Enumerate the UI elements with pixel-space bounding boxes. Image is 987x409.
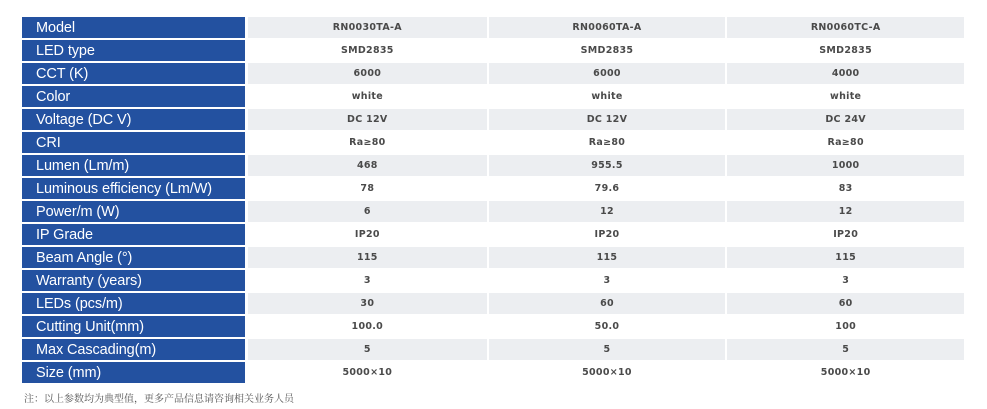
row-label: Lumen (Lm/m) <box>22 155 248 178</box>
row-label: Cutting Unit(mm) <box>22 316 248 339</box>
row-label: LEDs (pcs/m) <box>22 293 248 316</box>
row-label: Luminous efficiency (Lm/W) <box>22 178 248 201</box>
table-row <box>22 178 964 201</box>
row-label: LED type <box>22 40 248 63</box>
table-cell: Ra≥80 <box>725 132 964 155</box>
row-label: Model <box>22 17 248 40</box>
row-label: Beam Angle (°) <box>22 247 248 270</box>
table-cell: 5 <box>487 339 726 362</box>
table-cell: IP20 <box>725 224 964 247</box>
table-cell: RN0060TA-A <box>487 17 726 40</box>
table-cell: 30 <box>248 293 487 316</box>
table-cell: SMD2835 <box>725 40 964 63</box>
table-cell: 5000×10 <box>487 362 726 385</box>
table-cell: SMD2835 <box>248 40 487 63</box>
table-row <box>22 63 964 86</box>
table-cell: DC 24V <box>725 109 964 132</box>
table-cell: 3 <box>487 270 726 293</box>
table-cell: 60 <box>725 293 964 316</box>
table-cell: white <box>248 86 487 109</box>
row-label: Voltage (DC V) <box>22 109 248 132</box>
table-cell: Ra≥80 <box>487 132 726 155</box>
table-cell: 60 <box>487 293 726 316</box>
table-row <box>22 224 964 247</box>
row-label: Color <box>22 86 248 109</box>
table-cell: 3 <box>248 270 487 293</box>
table-row <box>22 17 964 40</box>
table-cell: 6000 <box>487 63 726 86</box>
table-cell: white <box>487 86 726 109</box>
row-label: IP Grade <box>22 224 248 247</box>
table-row <box>22 247 964 270</box>
table-cell: 100.0 <box>248 316 487 339</box>
table-cell: DC 12V <box>487 109 726 132</box>
table-row <box>22 155 964 178</box>
table-cell: 115 <box>487 247 726 270</box>
table-cell: Ra≥80 <box>248 132 487 155</box>
row-label: Max Cascading(m) <box>22 339 248 362</box>
table-row <box>22 270 964 293</box>
table-row <box>22 362 964 385</box>
table-cell: 12 <box>725 201 964 224</box>
table-cell: 83 <box>725 178 964 201</box>
row-label: Warranty (years) <box>22 270 248 293</box>
table-cell: 5000×10 <box>725 362 964 385</box>
spec-table-body <box>22 17 964 385</box>
table-cell: 1000 <box>725 155 964 178</box>
table-cell: 115 <box>725 247 964 270</box>
table-cell: 115 <box>248 247 487 270</box>
table-cell: 5000×10 <box>248 362 487 385</box>
table-cell: 468 <box>248 155 487 178</box>
footnote: 注：以上参数均为典型值，更多产品信息请咨询相关业务人员 <box>24 394 294 405</box>
table-cell: 12 <box>487 201 726 224</box>
table-cell: 4000 <box>725 63 964 86</box>
table-row <box>22 316 964 339</box>
table-cell: SMD2835 <box>487 40 726 63</box>
table-cell: 50.0 <box>487 316 726 339</box>
table-row <box>22 86 964 109</box>
row-label: Size (mm) <box>22 362 248 385</box>
table-cell: 955.5 <box>487 155 726 178</box>
table-cell: 79.6 <box>487 178 726 201</box>
table-cell: 5 <box>248 339 487 362</box>
table-cell: white <box>725 86 964 109</box>
table-row <box>22 293 964 316</box>
table-cell: DC 12V <box>248 109 487 132</box>
table-cell: IP20 <box>487 224 726 247</box>
table-cell: 3 <box>725 270 964 293</box>
table-row <box>22 40 964 63</box>
table-cell: RN0060TC-A <box>725 17 964 40</box>
row-label: CRI <box>22 132 248 155</box>
table-row <box>22 109 964 132</box>
table-cell: RN0030TA-A <box>248 17 487 40</box>
table-cell: 5 <box>725 339 964 362</box>
table-cell: 78 <box>248 178 487 201</box>
row-label: Power/m (W) <box>22 201 248 224</box>
spec-table <box>22 17 964 385</box>
table-row <box>22 201 964 224</box>
table-cell: 6000 <box>248 63 487 86</box>
table-row <box>22 132 964 155</box>
table-row <box>22 339 964 362</box>
table-cell: 6 <box>248 201 487 224</box>
table-cell: 100 <box>725 316 964 339</box>
table-cell: IP20 <box>248 224 487 247</box>
row-label: CCT (K) <box>22 63 248 86</box>
